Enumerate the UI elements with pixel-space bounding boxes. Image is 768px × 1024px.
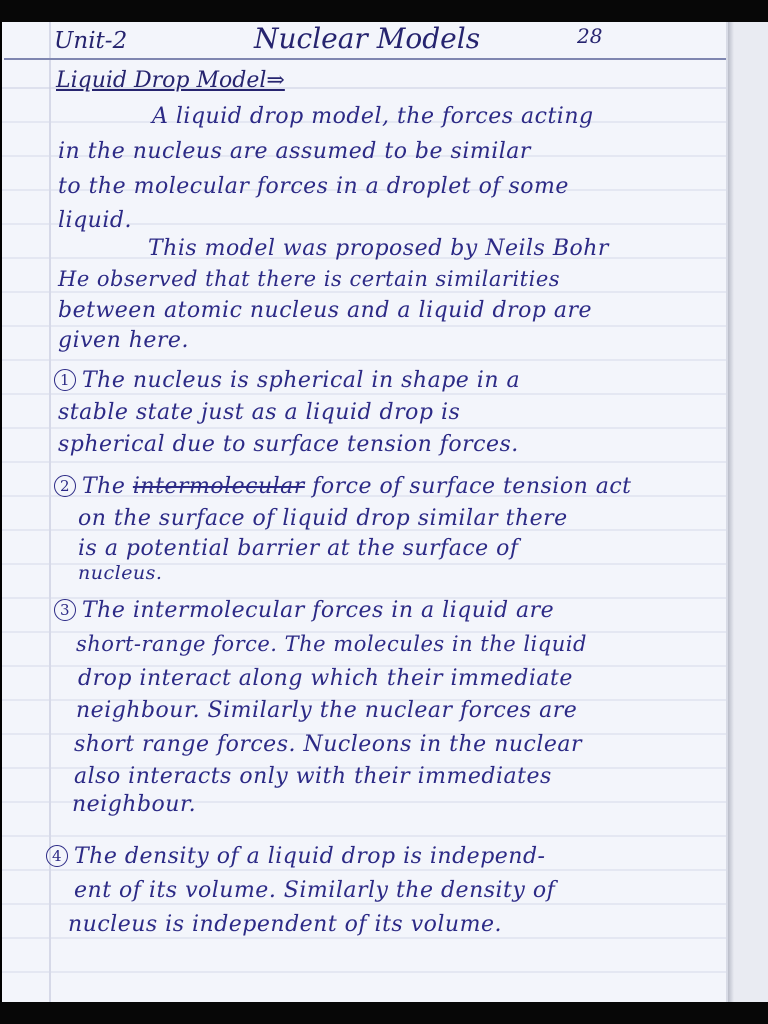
para2-line: between atomic nucleus and a liquid drop are [58, 298, 593, 323]
point-number-badge: 3 [54, 599, 76, 621]
para2-line: This model was proposed by Neils Bohr [148, 236, 609, 261]
bottom-dark-edge [0, 1002, 768, 1024]
point-2-line: is a potential barrier at the surface of [78, 536, 519, 561]
point-3-line: neighbour. Similarly the nuclear forces are [76, 698, 578, 723]
section-heading: Liquid Drop Model⇒ [56, 68, 285, 93]
point-text: force of surface tension act [312, 474, 632, 499]
point-3-line: short-range force. The molecules in the liquid [76, 632, 587, 656]
point-text: The nucleus is spherical in shape in a [82, 368, 521, 393]
point-3-line: neighbour. [72, 792, 197, 817]
intro-line: in the nucleus are assumed to be similar [58, 139, 531, 164]
para2-line: He observed that there is certain similarities [58, 267, 561, 291]
point-4-line [46, 844, 545, 869]
point-3-line [54, 598, 554, 623]
adjacent-page-edge [728, 22, 768, 1002]
point-4-line: nucleus is independent of its volume. [68, 912, 502, 937]
top-dark-edge [0, 0, 768, 22]
intro-line: to the molecular forces in a droplet of some [58, 174, 569, 199]
page-title: Nuclear Models [254, 22, 481, 55]
intro-line: liquid. [58, 208, 132, 233]
point-number-badge: 2 [54, 475, 76, 497]
point-2-line [54, 474, 632, 499]
point-number-badge: 1 [54, 369, 76, 391]
point-3-line: drop interact along which their immediate [78, 666, 573, 691]
notebook-page [2, 22, 728, 1002]
point-text: The density of a liquid drop is independ- [74, 844, 546, 869]
point-text: The intermolecular forces in a liquid are [82, 598, 555, 623]
point-number-badge: 4 [46, 845, 68, 867]
point-3-line: also interacts only with their immediates [74, 764, 552, 789]
point-2-line: nucleus. [78, 562, 163, 584]
page-number: 28 [577, 24, 603, 48]
point-1-line: stable state just as a liquid drop is [58, 400, 461, 425]
point-1-line [54, 368, 520, 393]
point-3-line: short range forces. Nucleons in the nuclear [74, 732, 583, 757]
handwritten-notes [2, 22, 726, 1002]
para2-line: given here. [58, 328, 189, 353]
point-4-line: ent of its volume. Similarly the density of [74, 878, 556, 903]
point-2-line: on the surface of liquid drop similar there [78, 506, 568, 531]
point-text: The [82, 474, 126, 499]
struck-word: intermolecular [132, 474, 305, 499]
point-1-line: spherical due to surface tension forces. [58, 432, 519, 457]
intro-line: A liquid drop model, the forces acting [152, 104, 594, 129]
unit-label: Unit-2 [54, 28, 128, 54]
